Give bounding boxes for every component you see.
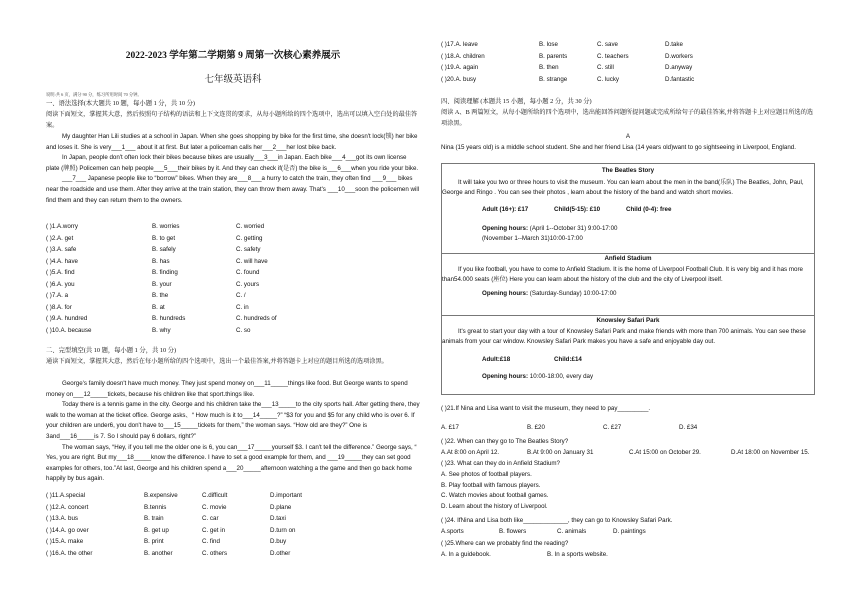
beatles-hours	[442, 224, 814, 235]
option[interactable]: D. paintings	[613, 528, 646, 535]
section1-instructions	[46, 110, 420, 131]
section1-passage	[46, 132, 420, 206]
question-option[interactable]: C. lucky	[597, 75, 620, 83]
question-option-a[interactable]: ( )8.A. for	[46, 303, 72, 311]
question-option[interactable]: C. others	[202, 549, 228, 557]
question-option[interactable]: C. getting	[236, 234, 263, 242]
question-option[interactable]: B. why	[152, 326, 171, 334]
beatles-hours-label: Opening hours:	[482, 224, 529, 232]
question-option[interactable]: C. will have	[236, 257, 268, 265]
passage-paragraph: The woman says, “Hey, if you tell me the older one is 6, you can___17_____yourself $3. I can't tell the difference.” George says, “ Yes, you are right. But my___18_____know the difference. I have to set a good example for them, and ___19_____they can set good examples for others, too.”At last, George and his children spend a___20_____afternoon watching a the game and then go back home happily by bus again.	[46, 443, 417, 483]
question-option-a[interactable]: ( )14.A. go over	[46, 526, 89, 534]
option-row	[441, 75, 815, 87]
question-option-a[interactable]: ( )10.A. because	[46, 326, 92, 334]
option-row	[46, 326, 420, 338]
question-option-a[interactable]: ( )11.A.special	[46, 492, 86, 499]
question-23-options	[441, 470, 815, 512]
anfield-text: If you like football, you have to come to Anfield Stadium. It is the home of Liverpool Football Club. It is very big and it has more than54.000 seats (座位) Here you can learn about the history of the club and the city of Liverpool itself.	[442, 265, 803, 284]
question-option[interactable]: B. then	[539, 64, 559, 71]
option-row	[46, 503, 420, 515]
question-option[interactable]: B. your	[152, 280, 172, 288]
question-23: ( )23. What can they do in Anfield Stadium?	[441, 460, 561, 467]
section2-options-right	[441, 40, 815, 86]
safari-price-adult: Adult:£18	[482, 355, 511, 363]
option-row	[46, 526, 420, 538]
question-option[interactable]: C. found	[236, 269, 260, 276]
passage-label: A	[625, 133, 631, 140]
question-22-options	[441, 448, 815, 460]
question-option[interactable]: C. worried	[236, 223, 265, 230]
question-option[interactable]: D.other	[270, 549, 291, 557]
option[interactable]: B. flowers	[499, 528, 527, 535]
question-option[interactable]: B. has	[152, 257, 170, 265]
question-option-a[interactable]: ( )19.A. again	[441, 64, 479, 71]
option-row	[441, 40, 815, 52]
question-option[interactable]: D.plane	[270, 503, 292, 511]
question-option[interactable]: B. parents	[539, 52, 568, 60]
section2-options-left	[46, 491, 420, 560]
attractions-table	[441, 163, 815, 395]
question-option[interactable]: C.difficult	[202, 492, 228, 499]
question-option-a[interactable]: ( )2.A. get	[46, 234, 74, 242]
option[interactable]: C.At 15:00 on October 29.	[629, 449, 701, 456]
question-option[interactable]: C. save	[597, 41, 618, 48]
option[interactable]: D. £34	[679, 424, 698, 431]
option[interactable]: A. See photos of football players.	[441, 471, 532, 478]
question-option[interactable]: C. car	[202, 515, 219, 522]
question-option-a[interactable]: ( )9.A. hundred	[46, 315, 88, 322]
safari-price-child: Child:£14	[554, 355, 582, 363]
question-option-a[interactable]: ( )15.A. make	[46, 538, 84, 545]
option-row	[46, 314, 420, 326]
beatles-prices	[442, 205, 814, 216]
question-option[interactable]: D.anyway	[665, 64, 693, 71]
section1-heading: 一、语法选择(本大题共 10 题，每小题 1 分，共 10 分)	[46, 100, 196, 107]
section2-instructions	[46, 357, 420, 368]
question-option-a[interactable]: ( )7.A. a	[46, 292, 69, 299]
exam-subject: 七年级英语科	[204, 75, 262, 85]
question-option[interactable]: B. get up	[144, 526, 169, 534]
question-option[interactable]: C. teachers	[597, 52, 629, 60]
question-option-a[interactable]: ( )1.A.worry	[46, 223, 78, 230]
beatles-price-adult: Adult (16+): £17	[482, 205, 529, 213]
question-option[interactable]: D.workers	[665, 52, 693, 60]
question-option[interactable]: B. safely	[152, 246, 176, 253]
option[interactable]: B. Play football with famous players.	[441, 481, 541, 489]
section2-heading: 二、完型填空(共 10 题，每小题 1 分，共 10 分)	[46, 347, 177, 354]
question-option[interactable]: B. lose	[539, 41, 558, 48]
option[interactable]: B. £20	[527, 424, 545, 431]
anfield-section	[442, 253, 814, 315]
question-option[interactable]: B. at	[152, 303, 165, 311]
question-option-a[interactable]: ( )12.A. concert	[46, 503, 89, 511]
question-24: ( )24. IfNina and Lisa both like_____________, they can go to Knowsley Safari Park.	[441, 517, 673, 524]
question-option[interactable]: D.taxi	[270, 515, 286, 522]
anfield-hours-label: Opening hours:	[482, 289, 529, 297]
question-option[interactable]: C. get in	[202, 526, 226, 534]
anfield-hours	[442, 289, 814, 300]
section3-heading: 四、阅读理解 (本题共 15 小题，每小题 2 分，共 30 分)	[441, 98, 592, 105]
question-option-a[interactable]: ( )5.A. find	[46, 269, 75, 276]
anfield-hours-value: (Saturday-Sunday) 10:00-17:00	[528, 289, 617, 297]
question-option-a[interactable]: ( )4.A. have	[46, 257, 78, 265]
question-option-a[interactable]: ( )3.A. safe	[46, 246, 77, 253]
option-row	[46, 280, 420, 292]
question-option[interactable]: C. hundreds of	[236, 315, 277, 322]
option-row	[441, 63, 815, 75]
question-option[interactable]: C. in	[236, 303, 249, 311]
question-option[interactable]: C. /	[236, 292, 246, 299]
question-option[interactable]: B. to get	[152, 234, 176, 242]
option[interactable]: A. In a guidebook.	[441, 551, 491, 558]
anfield-title: Anfield Stadium	[604, 255, 652, 262]
section3-instructions	[441, 108, 815, 129]
exam-title: 2022-2023 学年第二学期第 9 周第一次核心素养展示	[125, 51, 341, 61]
section1-instructions-text: 阅读下面短文，掌握其大意，然后按照句子结构的语法和上下文连贯的要求，从每小题所给的四个选项中，选出可以填入空白处的最佳答案。	[46, 111, 418, 129]
question-24-options	[441, 527, 815, 539]
option[interactable]: A.sports	[441, 528, 464, 535]
passage-paragraph: My daughter Han Lili studies at a school in Japan. When she goes shopping by bike for the first time, she doesn't lock(锁) her bike and loses it. She is very___1___ about it at first. But later a policeman calls her___2___her lost bike back.	[46, 133, 418, 151]
passage-paragraph: ___7___ Japanese people like to “borrow” bikes. When they are___8___a hurry to catch the train, they often find ___9___ bikes near the roadside and use them. After they arrive at the train station, they can throw them away. That's ___10___soon the policemen will find them and they can return them to the owners.	[46, 175, 420, 204]
safari-hours	[442, 372, 814, 383]
option[interactable]: D. Learn about the history of Liverpool.	[441, 502, 548, 510]
section2-passage	[46, 379, 420, 485]
option[interactable]: C. £27	[603, 424, 622, 431]
question-25: ( )25.Where can we probably find the reading?	[441, 540, 569, 547]
safari-prices	[442, 355, 814, 366]
passage-paragraph: Today there is a tennis game in the city. George and his children take the___13_____to the city sports hall. After getting there, they walk to the woman at the ticket office. George asks、“ How much is it to___14_____?” “$3 for you and $5 for any child who is over 6. If your children are under6, you don't have to___15_____tickets for them,” the woman says. “How old are they?” One is 3and___16_____is 7. So I should pay 6 dollars, right?”	[46, 401, 420, 440]
question-option[interactable]: B. strange	[539, 75, 568, 83]
option-row	[441, 52, 815, 64]
option-row	[46, 257, 420, 269]
question-option-a[interactable]: ( )16.A. the other	[46, 549, 93, 557]
question-option[interactable]: B. hundreds	[152, 315, 186, 322]
option-row	[46, 291, 420, 303]
section2-instructions-text: 通读下面短文，掌握其大意，然后在每小题所给的四个选项中，选出一个最佳答案,并将答题卡上对应的题目所选的选项涂黑。	[46, 358, 388, 365]
question-option[interactable]: B. another	[144, 549, 173, 557]
exam-info: 说明:共 6 页，满分 90 分，练习所用时间 70 分钟。	[46, 92, 142, 97]
question-21-options	[441, 423, 815, 435]
option[interactable]: B.At 9:00 on January 31	[527, 449, 594, 456]
option[interactable]: C. Watch movies about football games.	[441, 492, 549, 500]
beatles-text: It will take you two or three hours to visit the museum. You can learn about the men in the band(乐队) The Beatles, John, Paul, George and Ringo . You can see their photos , learn about the history of the band and watch short movies.	[442, 178, 804, 197]
option-row	[46, 222, 420, 234]
option-row	[46, 537, 420, 549]
option-row	[46, 549, 420, 561]
option[interactable]: A.At 8:00 on April 12.	[441, 449, 500, 456]
question-option[interactable]: C. safety	[236, 246, 261, 253]
question-option[interactable]: C. movie	[202, 503, 227, 511]
option[interactable]: A. £17	[441, 424, 459, 431]
question-option[interactable]: D.turn on	[270, 526, 296, 534]
option-row	[46, 234, 420, 246]
safari-hours-label: Opening hours:	[482, 372, 529, 380]
question-option[interactable]: C. yours	[236, 280, 260, 288]
passage-paragraph: In Japan, people don't often lock their bikes because bikes are usually___3___in Japan. Each bike___4___got its own license plate (牌照) Policemen can help people___5___their bikes by it. And they can check if(是否) the bike is___6___when you ride your bike.	[46, 154, 419, 172]
question-option[interactable]: B. finding	[152, 269, 178, 276]
section3-instructions-text: 阅读 A、B 两篇短文，从每小题所给的四个选项中，选出能回答问题所提问题或完成所给句子的最佳答案,并将答题卡上对应题目所选的选项涂黑。	[441, 109, 814, 127]
question-option[interactable]: B. worries	[152, 223, 180, 230]
beatles-section	[442, 166, 814, 252]
question-option[interactable]: B.expensive	[144, 492, 178, 499]
question-option[interactable]: D.take	[665, 41, 683, 48]
question-21: ( )21.If Nina and Lisa want to visit the museum, they need to pay_________.	[441, 405, 651, 412]
beatles-title: The Beatles Story	[601, 167, 655, 174]
question-option[interactable]: B. print	[144, 538, 164, 545]
question-option-a[interactable]: ( )20.A. busy	[441, 75, 477, 83]
option[interactable]: B. In a sports website.	[547, 551, 608, 558]
safari-section	[442, 315, 814, 395]
question-option[interactable]: D.fantastic	[665, 75, 695, 83]
question-option[interactable]: B.tennis	[144, 503, 167, 511]
section1-options	[46, 222, 420, 337]
question-option[interactable]: C. so	[236, 326, 251, 334]
option-row	[46, 245, 420, 257]
question-option[interactable]: B. train	[144, 515, 164, 522]
safari-hours-value: 10:00-18:00, every day	[528, 372, 594, 380]
option-row	[46, 268, 420, 280]
question-option-a[interactable]: ( )18.A. children	[441, 52, 485, 60]
question-option-a[interactable]: ( )13.A. bus	[46, 515, 78, 522]
beatles-hours-1: (April 1--October 31) 9:00-17:00	[528, 224, 618, 232]
beatles-price-child: Child(5-15): £10	[554, 205, 601, 213]
passage-intro: Nina (15 years old) is a middle school student. She and her friend Lisa (14 years old)want to go sightseeing in Liverpool, England.	[441, 144, 796, 151]
question-option-a[interactable]: ( )6.A. you	[46, 280, 75, 288]
question-22: ( )22. When can they go to The Beatles Story?	[441, 438, 569, 445]
question-option[interactable]: C. still	[597, 64, 614, 71]
beatles-hours-2: (November 1--March 31)10:00-17:00	[482, 235, 583, 243]
safari-text: It's great to start your day with a tour of Knowsley Safari Park and make friends with more than 700 animals. You can see these animals from your car window. Knowsley Safari Park makes you have a safe and enjoyable day out.	[442, 327, 806, 346]
safari-title: Knowsley Safari Park	[596, 317, 660, 324]
question-option[interactable]: B. the	[152, 292, 169, 299]
beatles-price-infant: Child (0-4): free	[626, 205, 672, 213]
option-row	[46, 491, 420, 503]
option[interactable]: D.At 18:00 on November 15.	[731, 449, 810, 456]
question-option-a[interactable]: ( )17.A. leave	[441, 41, 478, 48]
option-row	[46, 303, 420, 315]
option-row	[46, 514, 420, 526]
option[interactable]: C. animals	[557, 528, 587, 535]
question-option[interactable]: C. find	[202, 538, 220, 545]
question-option[interactable]: D.buy	[270, 538, 287, 545]
passage-paragraph: George's family doesn't have much money. They just spend money on___11_____things like food. But George wants to spend money on___12_____tickets, because his children like that sport.things like.	[46, 380, 408, 398]
question-25-options	[441, 550, 815, 562]
question-option[interactable]: D.important	[270, 492, 302, 499]
